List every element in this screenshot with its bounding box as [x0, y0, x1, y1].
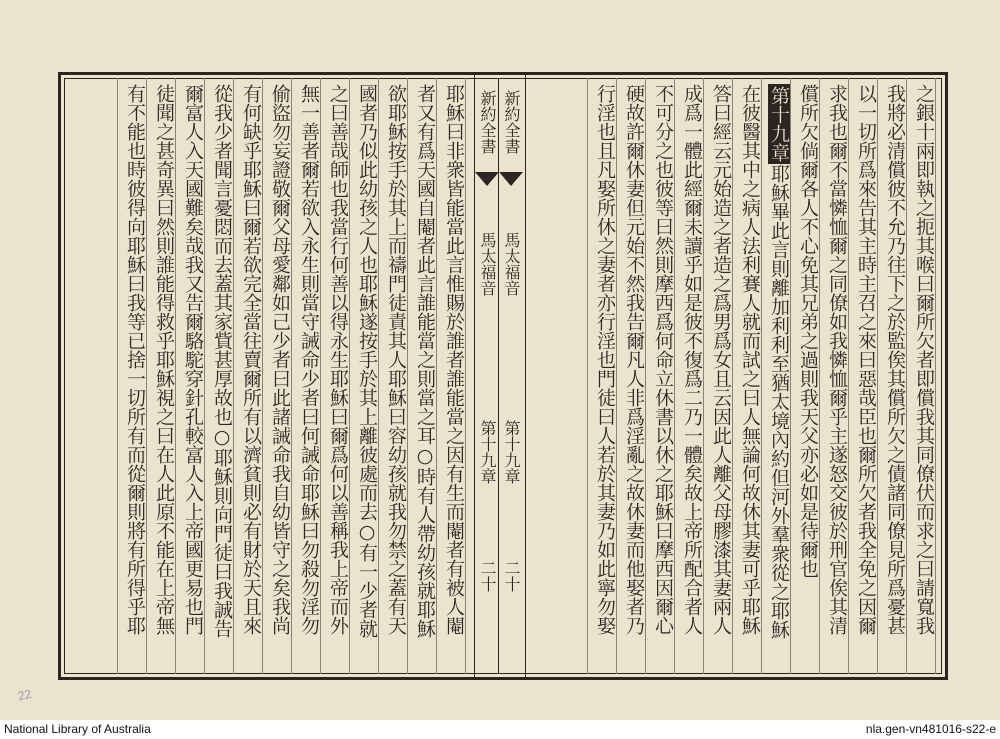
column-rule: [320, 78, 321, 674]
fold-page-number-right: 二十: [502, 560, 521, 592]
right-page-column: 以一切所爲來告其主時主召之來曰惡哉臣也爾所欠者我全免之因爾: [855, 84, 877, 635]
column-rule: [848, 78, 849, 674]
heading-column-text: 耶穌畢此言則離加利利至猶太境內約但河外羣衆從之耶穌: [768, 164, 790, 639]
left-page-column: 無一善者爾若欲入永生則當守誡命少者曰何誡命耶穌曰勿殺勿淫勿: [298, 84, 320, 635]
left-page-column: 偷盜勿妄證敬爾父母愛鄰如己少者曰此諸誡命我自幼皆守之矣我尚: [269, 84, 291, 635]
fold-chapter-left: 第十九章: [478, 420, 497, 484]
right-page-column: 行淫也且凡娶所休之妻者亦行淫也門徒曰人若於其妻乃如此寧勿娶: [594, 84, 616, 635]
column-rule: [761, 78, 762, 674]
left-page-column: 從我少者聞言憂悶而去蓋其家貲甚厚故也○耶穌則向門徒曰我誠告: [211, 84, 233, 638]
column-rule: [175, 78, 176, 674]
column-rule: [407, 78, 408, 674]
column-rule: [616, 78, 617, 674]
column-rule: [378, 78, 379, 674]
column-rule: [645, 78, 646, 674]
left-page-column: 有不能也時彼得向耶穌曰我等已捨一切所有而從爾則將有所得乎耶: [124, 84, 146, 635]
fold-gospel-right: 馬太福音: [502, 232, 521, 296]
column-rule: [262, 78, 263, 674]
fold-book-title-left: 新約全書: [478, 90, 497, 154]
right-page-column: 成爲一體此經爾未讀乎如是彼不復爲二乃一體矣故上帝所配合者人: [681, 84, 703, 635]
column-rule: [233, 78, 234, 674]
right-page-column: 答曰經云元始造之者造之爲男爲女且云因此人離父母膠漆其妻兩人: [710, 84, 732, 635]
column-rule: [465, 78, 466, 674]
left-page-column: 欲耶穌按手於其上而禱門徒責其人耶穌曰容幼孩就我勿禁之蓋有天: [385, 84, 407, 635]
viewer-footer: [0, 720, 1000, 739]
column-rule: [732, 78, 733, 674]
column-rule: [587, 78, 588, 674]
column-rule: [906, 78, 907, 674]
column-rule: [117, 78, 118, 674]
footer-identifier: nla.gen-vn481016-s22-e: [865, 722, 996, 736]
fold-chapter-right: 第十九章: [502, 420, 521, 484]
right-page-column: 之銀十兩即執之扼其喉曰爾所欠者即償我其同僚伏而求之曰請寬我: [913, 84, 935, 635]
column-rule: [146, 78, 147, 674]
fishtail-mark: [499, 172, 523, 186]
footer-institution: National Library of Australia: [4, 722, 151, 736]
column-rule: [436, 78, 437, 674]
right-page-column: 我將必清償彼不允乃往下之於監俟其償所欠之債諸同僚見所爲憂甚: [884, 84, 906, 635]
right-page-column: 不可分之也彼等曰然則摩西爲何命立休書以休之耶穌曰摩西因爾心: [652, 84, 674, 635]
column-rule: [674, 78, 675, 674]
right-page-column: 償所欠倘爾各人不心免其兄弟之過則我天父亦必如是待爾也: [797, 84, 819, 578]
left-page-column: 徒聞之甚奇異曰然則誰能得救乎耶穌視之曰在人此原不能在上帝無: [153, 84, 175, 635]
column-rule: [204, 78, 205, 674]
column-rule: [703, 78, 704, 674]
right-page-column: 硬故許爾休妻但元始不然我告爾凡人非爲淫亂之故休妻而他娶者乃: [623, 84, 645, 635]
column-rule: [349, 78, 350, 674]
fold-gospel-left: 馬太福音: [478, 232, 497, 296]
left-page-column: 者又有爲天國自閹者此言誰能當之則當之耳○時有人帶幼孩就耶穌: [414, 84, 436, 638]
right-page-column: 在彼醫其中之病人法利賽人就而試之曰人無論何故休其妻可乎耶穌: [739, 84, 761, 635]
fold-divider: [498, 78, 499, 674]
left-page-column: 國者乃似此幼孩之人也耶穌遂按手於其上離彼處而去○有一少者就: [356, 84, 378, 638]
left-page-column: 耶穌曰非衆皆能當此言惟賜於誰者誰能當之因有生而閹者有被人閹: [443, 84, 465, 635]
fold-book-title-right: 新約全書: [502, 90, 521, 154]
right-page-column: 求我也爾不當憐恤爾之同僚如我憐恤爾乎主遂怒交彼於刑官俟其清: [826, 84, 848, 635]
left-page-column: 爾富人入天國難矣哉我又告爾駱駝穿針孔較富人入上帝國更易也門: [182, 84, 204, 635]
chapter-heading-column: [767, 84, 790, 674]
column-rule: [790, 78, 791, 674]
column-rule: [935, 78, 936, 674]
fishtail-mark: [475, 172, 499, 186]
left-page-column: 有何缺乎耶穌曰爾若欲完全當往賣爾所有以濟貧則必有財於天且來: [240, 84, 262, 635]
column-rule: [291, 78, 292, 674]
column-rule: [819, 78, 820, 674]
left-page-column: 之曰善哉師也我當行何善以得永生耶穌曰爾爲何以善稱我上帝而外: [327, 84, 349, 635]
pencil-page-mark: 22: [16, 686, 33, 704]
fold-page-number-left: 二十: [478, 560, 497, 592]
column-rule: [877, 78, 878, 674]
chapter-heading: 第十九章: [768, 86, 790, 162]
